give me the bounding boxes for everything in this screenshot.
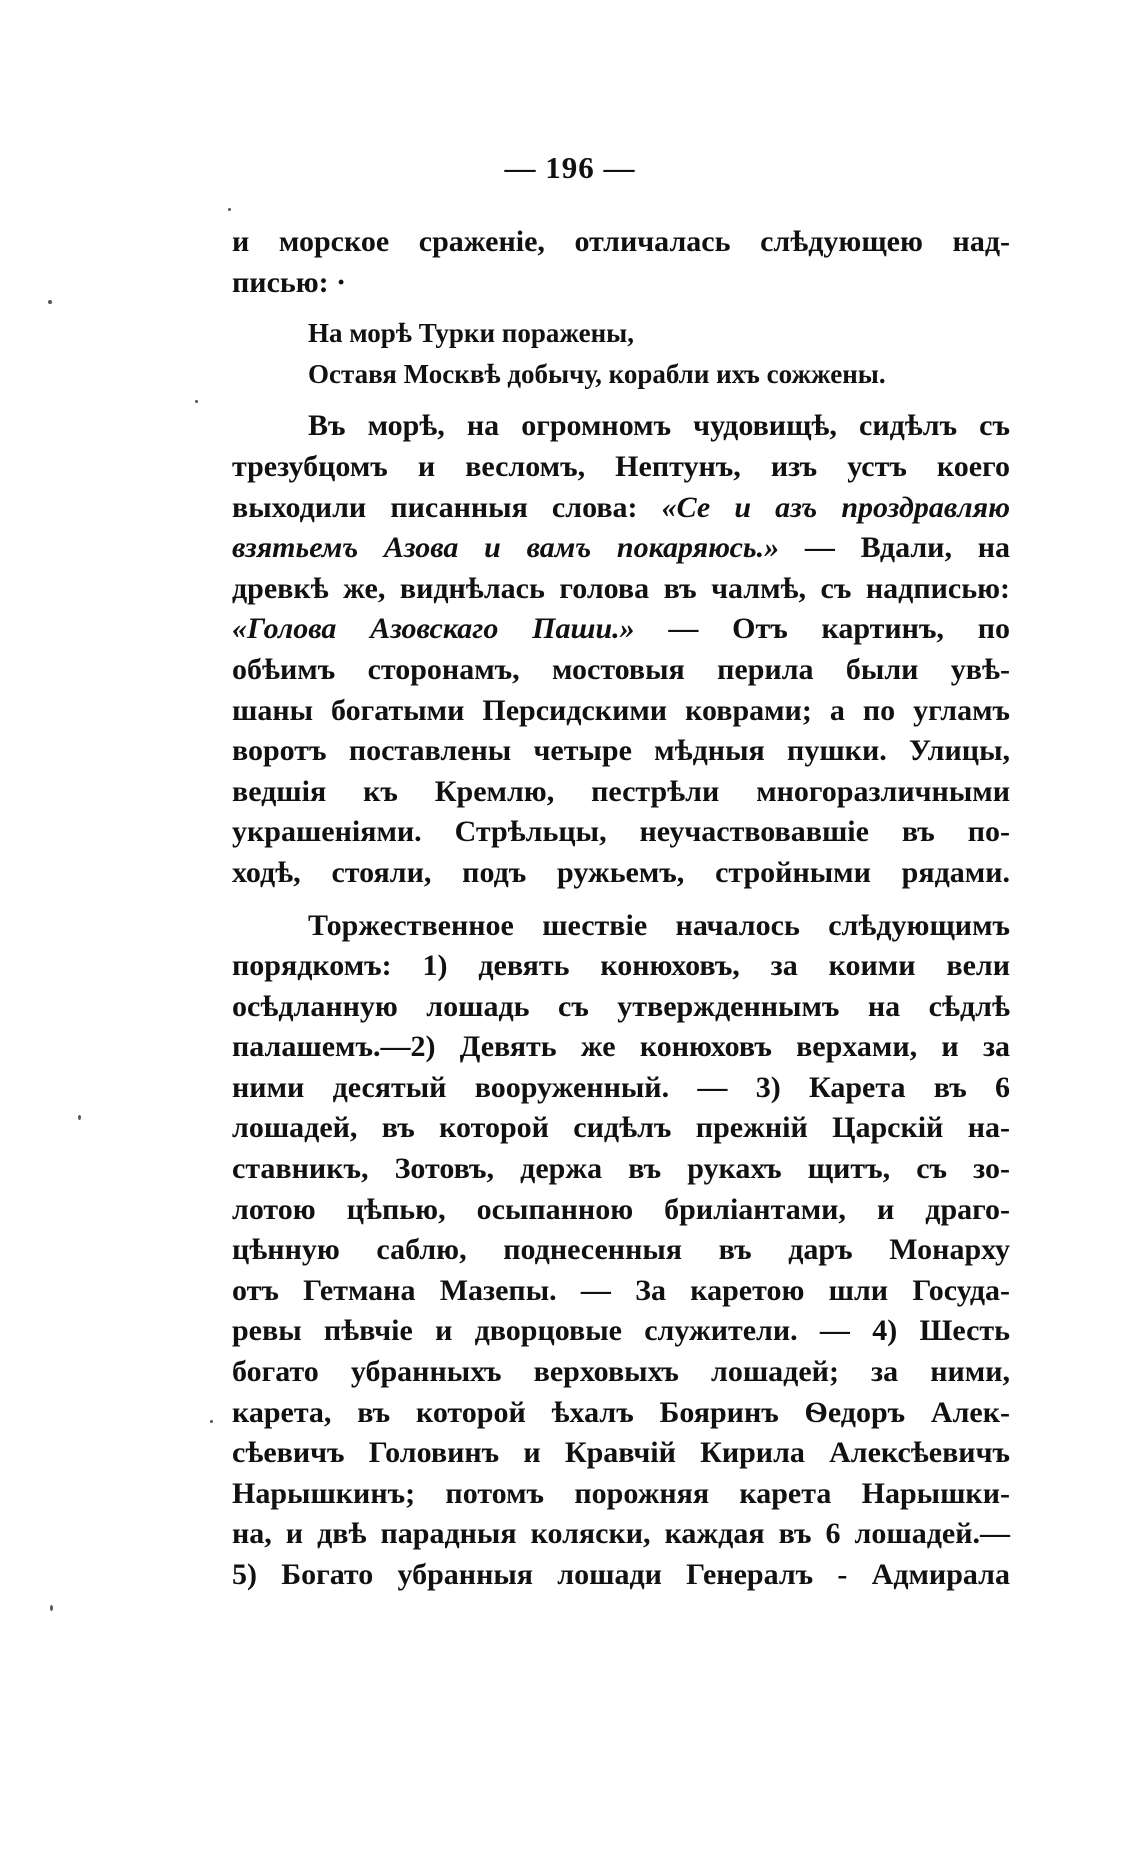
text-line: отъ Гетмана Мазепы. — За каретою шли Госуда- [232,1273,1010,1307]
text-line: воротъ поставлены четыре мѣдныя пушки. Улицы, [232,734,1010,768]
text-line: 5) Богато убранныя лошади Генералъ - Адмирала [232,1558,1010,1591]
text-line: писью: · [232,265,347,299]
scan-speck [48,300,52,304]
text-line: и морское сраженіе, отличалась слѣдующею над- [232,225,1010,258]
text-line: осѣдланную лошадь съ утвержденнымъ на сѣдлѣ [232,989,1010,1023]
text-line: карета, въ которой ѣхалъ Бояринъ Ѳедоръ Алек- [232,1395,1010,1429]
text-line [232,528,1010,569]
text-line: обѣимъ сторонамъ, мостовыя перила были увѣ- [232,652,1010,686]
text-line: ведшія къ Кремлю, пестрѣли многоразличными [232,774,1010,808]
text-line [232,609,1010,650]
text-fragment: — Отъ картинъ, по [634,612,1010,646]
scan-speck [78,1115,81,1120]
text-line: ревы пѣвчіе и дворцовые служители. — 4) Шесть [232,1314,1010,1348]
text-line: палашемъ.—2) Девять же конюховъ верхами, и за [232,1030,1010,1064]
text-line: ставникъ, Зотовъ, держа въ рукахъ щитъ, съ зо- [232,1152,1010,1186]
text-line: трезубцомъ и весломъ, Нептунъ, изъ устъ коего [232,449,1010,483]
scan-speck [228,208,231,211]
scan-speck [195,400,198,403]
scan-speck [210,1420,213,1423]
text-line: украшеніями. Стрѣльцы, неучаствовавшіе въ по- [232,815,1010,849]
text-line: богато убранныхъ верховыхъ лошадей; за ними, [232,1355,1010,1389]
text-line: ними десятый вооруженный. — 3) Карета въ 6 [232,1070,1010,1104]
text-line: Въ морѣ, на огромномъ чудовищѣ, сидѣлъ съ [308,409,1010,443]
text-fragment: — Вдали, на [779,531,1010,565]
text-line [232,488,1010,529]
text-line: лошадей, въ которой сидѣлъ прежній Царскій на- [232,1111,1010,1145]
text-line: на, и двѣ парадныя коляски, каждая въ 6 лошадей.— [232,1517,1010,1551]
text-line: древкѣ же, виднѣлась голова въ чалмѣ, съ надписью: [232,571,1010,605]
text-fragment: выходили писанныя слова: [232,490,662,524]
text-line: шаны богатыми Персидскими коврами; а по угламъ [232,693,1010,727]
text-line: порядкомъ: 1) девять конюховъ, за коими вели [232,949,1010,983]
quoted-text: «Голова Азовскаго Паши.» [232,612,635,646]
verse-line: Оставя Москвѣ добычу, корабли ихъ сожжены. [308,358,886,389]
page-number: — 196 — [504,150,636,185]
text-line: сѣевичъ Головинъ и Кравчій Кирила Алексѣевичъ [232,1436,1010,1470]
body-text [232,222,1010,1596]
text-line: лотою цѣпью, осыпанною бриліантами, и драго- [232,1192,1010,1226]
text-line: ходѣ, стояли, подъ ружьемъ, стройными рядами. [232,855,1010,889]
text-line: Торжественное шествіе началось слѣдующимъ [308,908,1010,942]
quoted-text: взятьемъ Азова и вамъ покаряюсь.» [232,531,780,565]
verse-line: На морѣ Турки поражены, [308,318,634,349]
text-line: цѣнную саблю, поднесенныя въ даръ Монарху [232,1233,1010,1267]
quoted-text: «Се и азъ проздравляю [661,490,1011,524]
text-line: Нарышкинъ; потомъ порожняя карета Нарышки- [232,1476,1010,1510]
scan-speck [50,1605,53,1611]
